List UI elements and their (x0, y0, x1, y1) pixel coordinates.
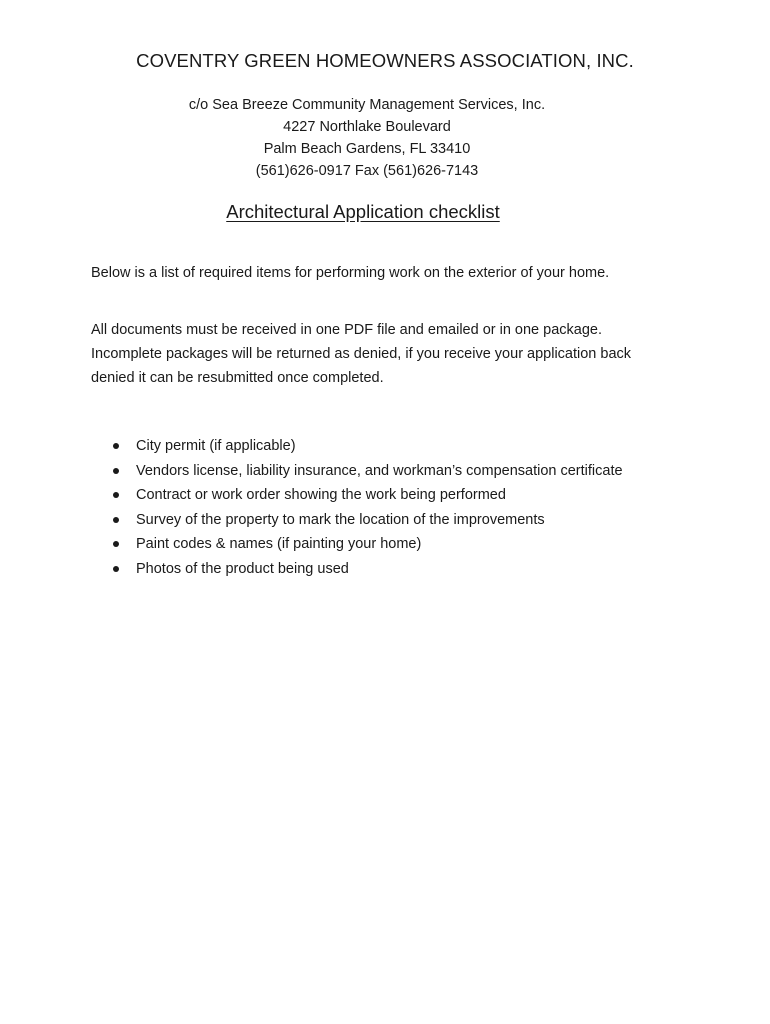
list-item (136, 459, 636, 484)
bullet-icon (113, 566, 119, 572)
required-items-list (136, 434, 636, 581)
list-item (136, 557, 636, 582)
list-item-text: Paint codes & names (if painting your home) (136, 536, 422, 552)
list-item (136, 532, 636, 557)
list-item-text: City permit (if applicable) (136, 438, 296, 454)
list-item (136, 508, 636, 533)
list-item (136, 483, 636, 508)
bullet-icon (113, 468, 119, 474)
list-item-text: Vendors license, liability insurance, and workman’s compensation certificate (136, 462, 623, 479)
list-item-text: Survey of the property to mark the location of the improvements (136, 511, 545, 528)
list-item (136, 434, 636, 459)
instructions-paragraph: All documents must be received in one PDF file and emailed or in one package. Incomplete packages will be returned as denied, if you receive your application back denied it can be resubmitted once completed. (91, 322, 632, 386)
organization-name: COVENTRY GREEN HOMEOWNERS ASSOCIATION, INC. (136, 50, 634, 71)
address-line-management: c/o Sea Breeze Community Management Services, Inc. (188, 97, 546, 113)
address-line-city: Palm Beach Gardens, FL 33410 (263, 141, 471, 157)
address-block (0, 94, 734, 182)
bullet-icon (113, 517, 119, 523)
bullet-icon (113, 541, 119, 547)
list-item-text: Photos of the product being used (136, 560, 349, 577)
bullet-icon (113, 443, 119, 449)
bullet-icon (113, 492, 119, 498)
document-title: Architectural Application checklist (226, 201, 500, 222)
list-item-text: Contract or work order showing the work being performed (136, 487, 506, 503)
intro-paragraph: Below is a list of required items for performing work on the exterior of your home. (91, 265, 610, 281)
address-line-street: 4227 Northlake Boulevard (283, 119, 451, 135)
address-line-phone-fax: (561)626-0917 Fax (561)626-7143 (255, 163, 479, 179)
